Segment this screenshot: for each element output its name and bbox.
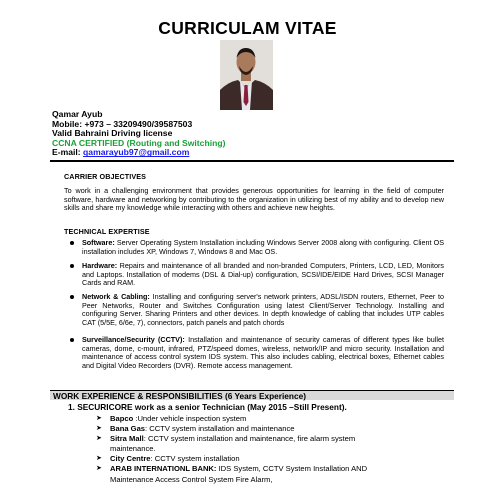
bullet-icon <box>70 241 74 245</box>
duty-text: : CCTV system installation and maintenance, fire alarm system <box>143 434 356 443</box>
duty-continuation: Maintenance Access Control System Fire Alarm, <box>110 475 273 484</box>
duty-text: IDS System, CCTV System Installation AND <box>216 464 368 473</box>
duty-label: City Centre <box>110 454 151 463</box>
work-heading: WORK EXPERIENCE & RESPONSIBILITIES (6 Years Experience) <box>53 391 306 401</box>
driving-license: Valid Bahraini Driving license <box>52 128 173 139</box>
bullet-icon <box>70 264 74 268</box>
objectives-heading: CARRIER OBJECTIVES <box>64 172 147 181</box>
duty-item <box>96 424 294 433</box>
expertise-heading: TECHNICAL EXPERTISE <box>64 227 150 236</box>
duty-item <box>96 434 355 443</box>
profile-photo-image <box>220 40 273 110</box>
duty-label: Sitra Mall <box>110 434 144 443</box>
email-label: E-mail: <box>52 147 84 158</box>
expertise-label: Hardware: <box>82 261 118 270</box>
profile-photo <box>220 40 273 110</box>
duty-text: :Under vehicle inspection system <box>133 414 247 423</box>
expertise-text: Server Operating System Installation including Windows Server 2008 along with configuring. Client OS installation includes XP, Windows 7, Windows 8 and Mac OS. <box>82 238 444 256</box>
duty-continuation: maintenance. <box>110 444 156 453</box>
header-divider <box>50 160 454 162</box>
duty-text: : CCTV system installation <box>150 454 240 463</box>
expertise-text: Installation and maintenance of security cameras of different types like bullet cameras, dome, c-mount, infrared, PTZ/speed domes, wireless, network/IP and micro security. Installation and maintenance of access control system IDS system. This also includes cabling, electrical boxes, Ethernet cables and Digital Video Recorders (DVR). Remote access management. <box>82 335 444 370</box>
expertise-text: Installing and configuring server's network printers, ADSL/ISDN routers, Ethernet, Peer to Peer Networks, Router and Switches Configuration using latest Client/Server Technology. Installing and configuring Server. Sharing Printers and other devices. In depth knowledge of cabling that includes UTP cables CAT (5/5E, 6/6e, 7), connectors, patch panels and patch chords <box>82 292 444 327</box>
bullet-icon <box>70 338 74 342</box>
email-line <box>52 148 225 158</box>
cv-title: CURRICULAM VITAE <box>158 18 337 38</box>
arrow-bullet-icon: ➤ <box>96 425 102 432</box>
duty-label: ARAB INTERNATIONL BANK: <box>110 464 217 473</box>
expertise-item-hardware <box>70 262 444 288</box>
job-title: 1. SECURICORE work as a senior Technician (May 2015 –Still Present). <box>68 402 347 412</box>
bullet-icon <box>70 295 74 299</box>
candidate-name: Qamar Ayub <box>52 109 103 119</box>
arrow-bullet-icon: ➤ <box>96 455 102 462</box>
expertise-item-network <box>70 293 444 327</box>
ccna-certification: CCNA CERTIFIED (Routing and Switching) <box>52 137 226 148</box>
duty-text: : CCTV system installation and maintenance <box>145 424 295 433</box>
expertise-label: Surveillance/Security (CCTV): <box>82 335 185 344</box>
expertise-label: Software: <box>82 238 115 247</box>
objectives-text: To work in a challenging environment that provides generous opportunities for learning in the field of computer software, hardware and networking by contributing to the organization in utilizing best of my ability and to develop new skills and share my knowledge while interacting with others and achieve new heights. <box>64 186 444 213</box>
expertise-label: Network & Cabling: <box>82 292 150 301</box>
arrow-bullet-icon: ➤ <box>96 435 102 442</box>
expertise-item-surveillance <box>70 336 444 370</box>
expertise-item-software <box>70 239 444 256</box>
mobile-number: Mobile: +973 – 33209490/39587503 <box>52 118 193 129</box>
arrow-bullet-icon: ➤ <box>96 465 102 472</box>
duty-label: Bapco <box>110 414 134 423</box>
expertise-text: Repairs and maintenance of all branded and non-branded Computers, Printers, LCD, LED, Monitors and Laptops. Installation of modems (DSL & Dial-up) configuration, SCSI/IDE/EIDE Hard Drives, SCSI Manager Cards and RAM. <box>82 261 444 288</box>
duty-label: Bana Gas <box>110 424 146 433</box>
duty-item <box>96 454 240 463</box>
duty-item <box>96 414 246 423</box>
arrow-bullet-icon: ➤ <box>96 415 102 422</box>
contact-block <box>52 110 225 158</box>
duty-item <box>96 464 367 473</box>
email-link[interactable]: qamarayub97@gmail.com <box>83 147 190 158</box>
